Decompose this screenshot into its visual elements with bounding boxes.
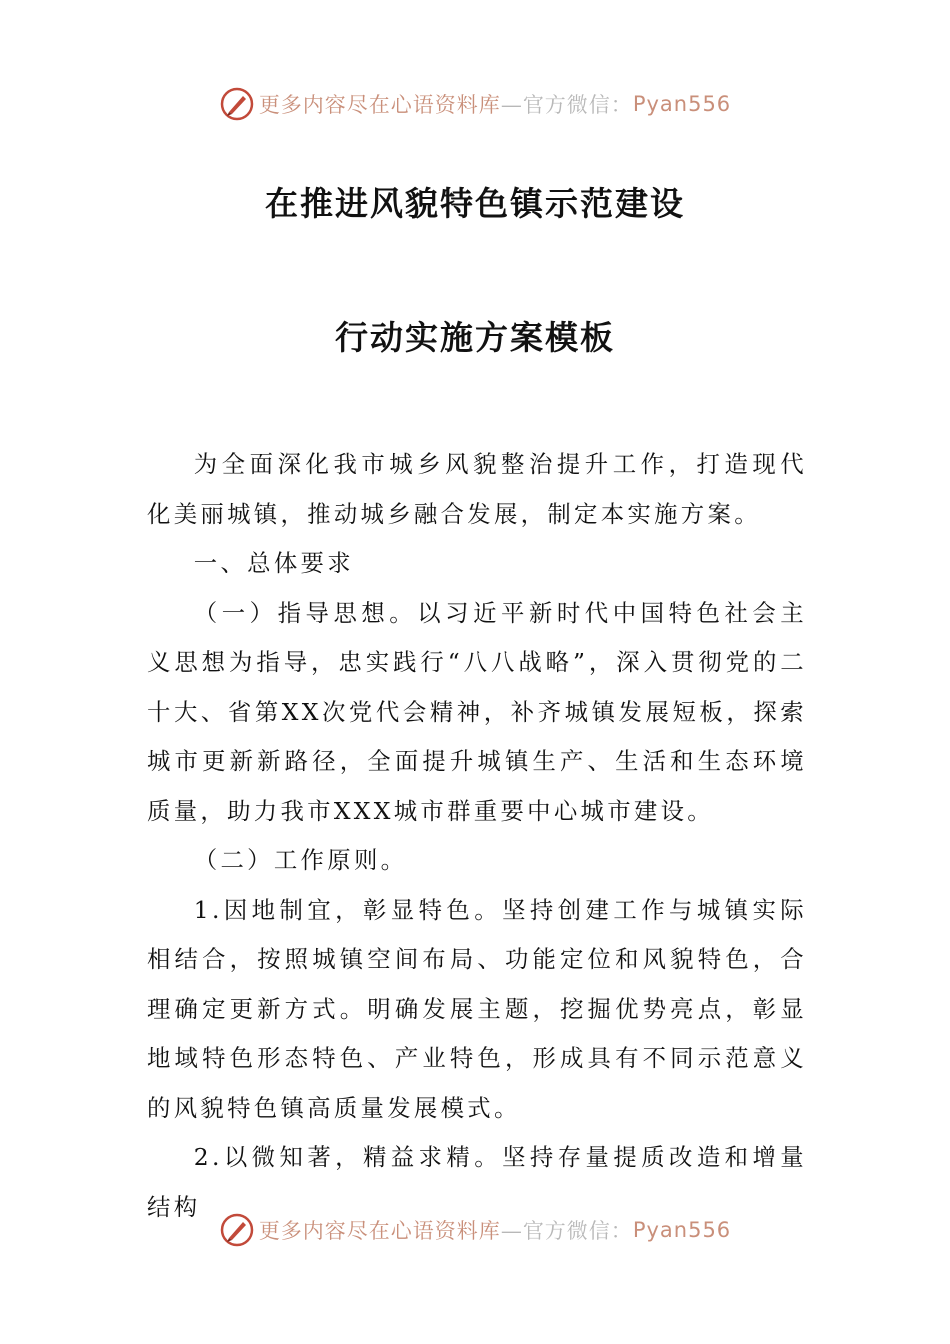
watermark-main-text: 更多内容尽在心语资料库 — [258, 93, 501, 117]
watermark-sub-text: —官方微信： — [500, 93, 633, 117]
document-body — [147, 440, 807, 1232]
watermark-main-text: 更多内容尽在心语资料库 — [258, 1219, 501, 1243]
document-title-line-1: 在推进风貌特色镇示范建设 — [265, 184, 685, 223]
pen-logo-icon — [219, 1212, 255, 1248]
footer-watermark — [0, 1210, 950, 1250]
guiding-ideology-paragraph: （一）指导思想。以习近平新时代中国特色社会主义思想为指导，忠实践行“八八战略”，深入贯彻党的二十大、省第XX次党代会精神，补齐城镇发展短板，探索城市更新新路径，全面提升城镇生产、生活和生态环境质量，助力我市XXX城市群重要中心城市建设。 — [147, 598, 807, 825]
watermark-wechat-id: Pyan556 — [632, 92, 732, 116]
document-title-line-2: 行动实施方案模板 — [335, 318, 615, 357]
header-watermark — [0, 84, 950, 124]
pen-logo-icon — [219, 86, 255, 122]
section-heading: 一、总体要求 — [193, 549, 354, 577]
principle-1-paragraph: 1.因地制宜，彰显特色。坚持创建工作与城镇实际相结合，按照城镇空间布局、功能定位和风貌特色，合理确定更新方式。明确发展主题，挖掘优势亮点，彰显地域特色形态特色、产业特色，形成具有不同示范意义的风貌特色镇高质量发展模式。 — [147, 895, 807, 1122]
principle-2-paragraph: 2.以微知著，精益求精。坚持存量提质改造和增量结构 — [147, 1143, 807, 1221]
work-principles-heading: （二）工作原则。 — [193, 846, 408, 874]
intro-paragraph: 为全面深化我市城乡风貌整治提升工作，打造现代化美丽城镇，推动城乡融合发展，制定本实施方案。 — [147, 450, 807, 528]
watermark-wechat-id: Pyan556 — [632, 1218, 732, 1242]
watermark-sub-text: —官方微信： — [500, 1219, 633, 1243]
